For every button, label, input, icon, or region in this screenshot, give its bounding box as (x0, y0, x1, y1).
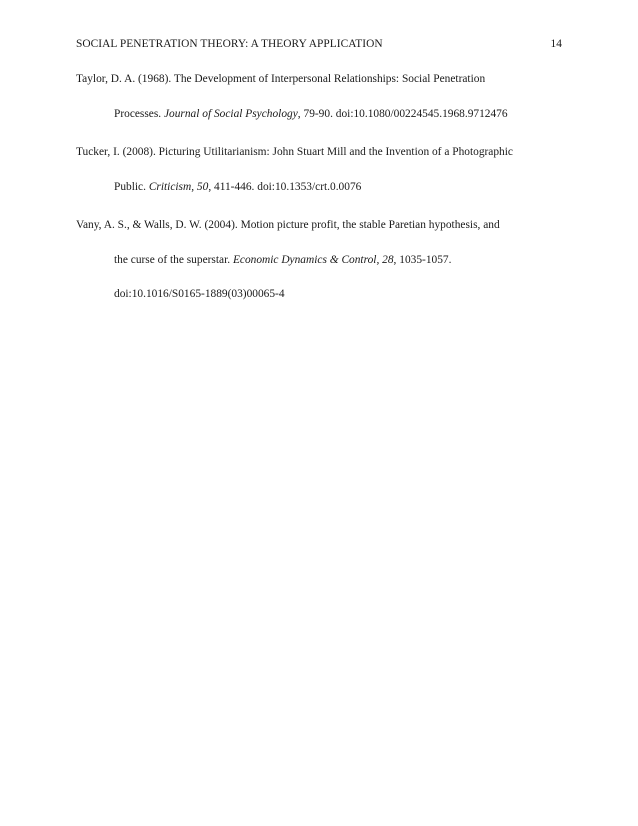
reference-text: , 79-90. doi:10.1080/00224545.1968.9712476 (297, 107, 508, 120)
reference-text: Processes. (114, 107, 164, 120)
reference-line (114, 170, 576, 205)
reference-line (114, 277, 576, 312)
reference-entry (76, 208, 576, 312)
reference-text: the curse of the superstar. (114, 253, 233, 266)
reference-text: doi:10.1016/S0165-1889(03)00065-4 (114, 288, 285, 300)
running-head-title: SOCIAL PENETRATION THEORY: A THEORY APPLICATION (76, 38, 383, 50)
reference-text: , 411-446. doi:10.1353/crt.0.0076 (208, 180, 362, 193)
reference-line (76, 208, 576, 243)
reference-line (76, 62, 576, 97)
journal-title: Criticism, 50 (148, 180, 209, 193)
reference-entry (76, 135, 576, 204)
running-head (76, 38, 562, 54)
reference-text: Vany, A. S., & Walls, D. W. (2004). Motion picture profit, the stable Paretian hypothesis, and (76, 219, 500, 231)
reference-line (76, 135, 576, 170)
journal-title: Journal of Social Psychology (163, 107, 298, 120)
reference-text: Taylor, D. A. (1968). The Development of Interpersonal Relationships: Social Penetration (76, 73, 486, 85)
reference-line (114, 243, 576, 278)
reference-text: Tucker, I. (2008). Picturing Utilitarianism: John Stuart Mill and the Invention of a Photographic (76, 146, 513, 158)
reference-entry (76, 62, 576, 131)
reference-text: , 1035-1057. (393, 253, 452, 266)
reference-text: Public. (114, 180, 149, 193)
reference-line (114, 97, 576, 132)
journal-title: Economic Dynamics & Control, 28 (232, 253, 394, 266)
page-number: 14 (550, 38, 562, 50)
reference-list (76, 73, 576, 327)
